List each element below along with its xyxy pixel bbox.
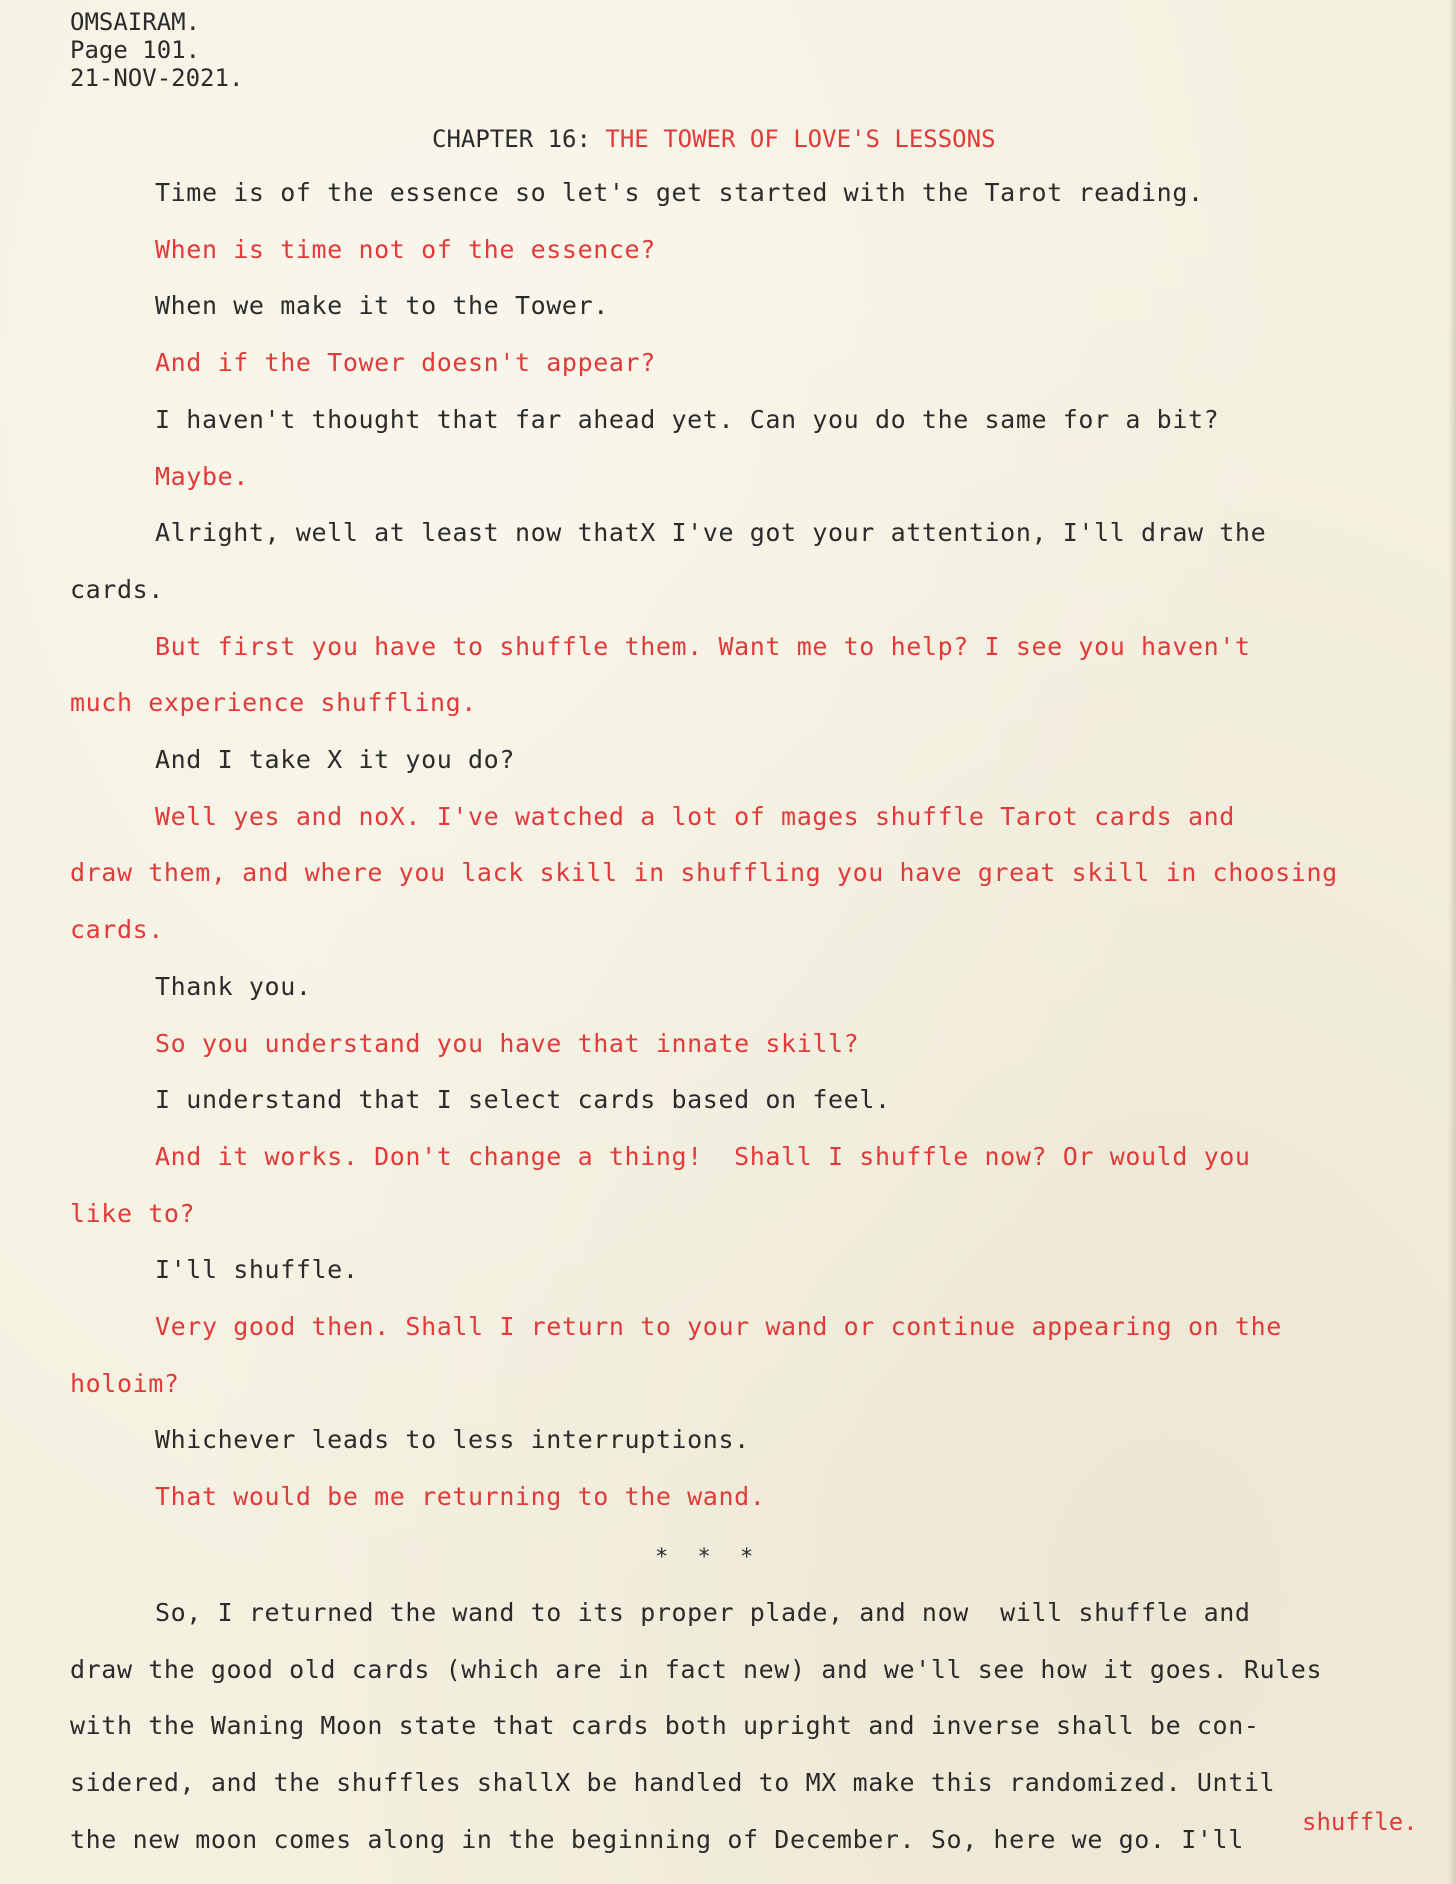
text-line: Well yes and noX. I've watched a lot of mages shuffle Tarot cards and: [155, 801, 1235, 831]
chapter-title: THE TOWER OF LOVE'S LESSONS: [605, 125, 996, 153]
text-line: I'll shuffle.: [155, 1255, 359, 1285]
text-line: I understand that I select cards based on feel.: [155, 1085, 891, 1115]
text-line: I haven't thought that far ahead yet. Can you do the same for a bit?: [155, 404, 1220, 434]
text-line: Maybe.: [155, 461, 249, 491]
chapter-number: CHAPTER 16:: [432, 125, 606, 153]
text-line: holoim?: [70, 1368, 180, 1398]
text-line: like to?: [70, 1198, 196, 1228]
text-line: Alright, well at least now thatX I've got your attention, I'll draw the: [155, 518, 1267, 548]
text-line: So you understand you have that innate skill?: [155, 1028, 860, 1058]
narrative-line: with the Waning Moon state that cards both upright and inverse shall be con-: [70, 1711, 1260, 1741]
narrative-line: the new moon comes along in the beginning of December. So, here we go. I'll: [70, 1824, 1244, 1854]
text-line: When we make it to the Tower.: [155, 291, 609, 321]
header-date: 21-NOV-2021.: [70, 64, 244, 92]
text-line: Time is of the essence so let's get started with the Tarot reading.: [155, 178, 1204, 207]
text-line: draw them, and where you lack skill in shuffling you have great skill in choosing: [70, 858, 1338, 888]
text-line: Very good then. Shall I return to your wand or continue appearing on the: [155, 1312, 1282, 1341]
text-line: But first you have to shuffle them. Want me to help? I see you haven't: [155, 631, 1251, 661]
text-line: much experience shuffling.: [70, 688, 477, 718]
insertion-note: shuffle.: [1302, 1808, 1418, 1836]
text-line: And it works. Don't change a thing! Shall I shuffle now? Or would you: [155, 1141, 1251, 1171]
text-line: Thank you.: [155, 971, 312, 1001]
page-edge-shadow: [1448, 0, 1456, 1884]
text-line: And I take X it you do?: [155, 745, 515, 774]
section-separator: * * *: [655, 1545, 762, 1570]
text-line: And if the Tower doesn't appear?: [155, 348, 656, 378]
text-line: That would be me returning to the wand.: [155, 1482, 766, 1512]
chapter-heading: [432, 125, 996, 153]
header-page-number: Page 101.: [70, 36, 201, 64]
page-header: [70, 8, 243, 92]
text-line: When is time not of the essence?: [155, 234, 656, 264]
narrative-line: draw the good old cards (which are in fact new) and we'll see how it goes. Rules: [70, 1654, 1323, 1684]
text-line: cards.: [70, 915, 164, 945]
text-line: Whichever leads to less interruptions.: [155, 1425, 750, 1455]
header-omsairam: OMSAIRAM.: [70, 8, 201, 36]
narrative-line: So, I returned the wand to its proper plade, and now will shuffle and: [155, 1598, 1251, 1627]
narrative-line: sidered, and the shuffles shallX be handled to MX make this randomized. Until: [70, 1768, 1276, 1798]
text-line: cards.: [70, 574, 164, 604]
